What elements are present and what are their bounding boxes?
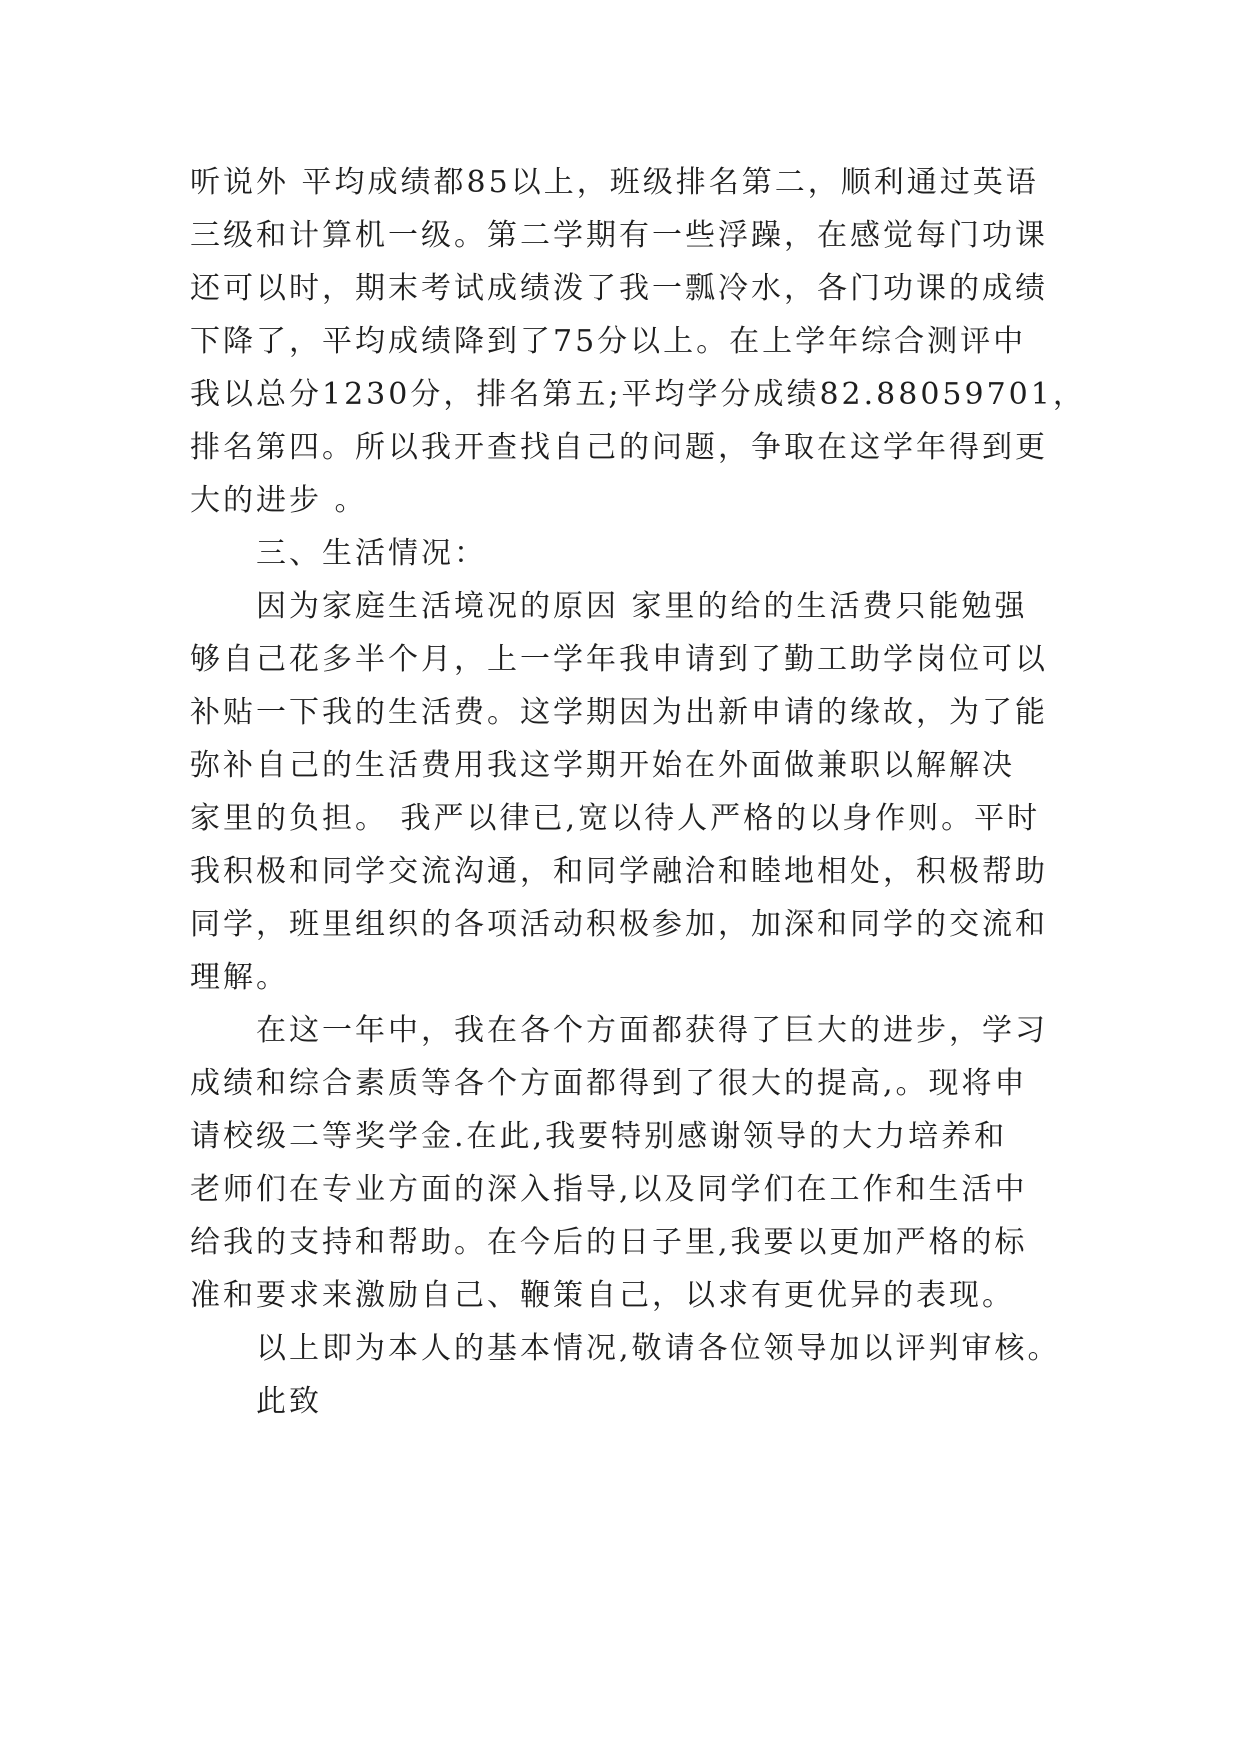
text-line: 我积极和同学交流沟通，和同学融洽和睦地相处，积极帮助 [190,854,1048,889]
text-line: 听说外 平均成绩都85以上，班级排名第二，顺利通过英语 [190,165,1039,200]
text-line: 成绩和综合素质等各个方面都得到了很大的提高,。现将申 [190,1066,1028,1101]
text-line: 排名第四。所以我开查找自己的问题，争取在这学年得到更 [190,430,1048,465]
text-line: 准和要求来激励自己、鞭策自己，以求有更优异的表现。 [190,1278,1015,1313]
text-line: 还可以时，期末考试成绩泼了我一瓢冷水，各门功课的成绩 [190,271,1048,306]
text-line: 大的进步 。 [190,483,368,518]
text-line: 给我的支持和帮助。在今后的日子里,我要以更加严格的标 [190,1225,1028,1260]
text-line: 在这一年中，我在各个方面都获得了巨大的进步，学习 [256,1013,1048,1048]
text-line: 请校级二等奖学金.在此,我要特别感谢领导的大力培养和 [190,1119,1008,1154]
text-line: 因为家庭生活境况的原因 家里的给的生活费只能勉强 [256,589,1028,624]
text-line: 下降了，平均成绩降到了75分以上。在上学年综合测评中 [190,324,1027,359]
text-line: 老师们在专业方面的深入指导,以及同学们在工作和生活中 [190,1172,1028,1207]
text-line: 三级和计算机一级。第二学期有一些浮躁，在感觉每门功课 [190,218,1048,253]
text-line: 够自己花多半个月，上一学年我申请到了勤工助学岗位可以 [190,642,1048,677]
document-body [190,156,1086,1428]
closing-salutation: 此致 [256,1384,322,1419]
section-heading-living: 三、生活情况： [256,536,487,571]
text-line: 弥补自己的生活费用我这学期开始在外面做兼职以解解决 [190,748,1015,783]
text-line: 家里的负担。 我严以律已,宽以待人严格的以身作则。平时 [190,801,1041,836]
text-line: 以上即为本人的基本情况,敬请各位领导加以评判审核。 [256,1331,1061,1366]
text-line: 理解。 [190,960,289,995]
text-line: 我以总分1230分，排名第五;平均学分成绩82.88059701， [190,377,1086,412]
text-line: 同学，班里组织的各项活动积极参加，加深和同学的交流和 [190,907,1048,942]
text-line: 补贴一下我的生活费。这学期因为出新申请的缘故，为了能 [190,695,1048,730]
